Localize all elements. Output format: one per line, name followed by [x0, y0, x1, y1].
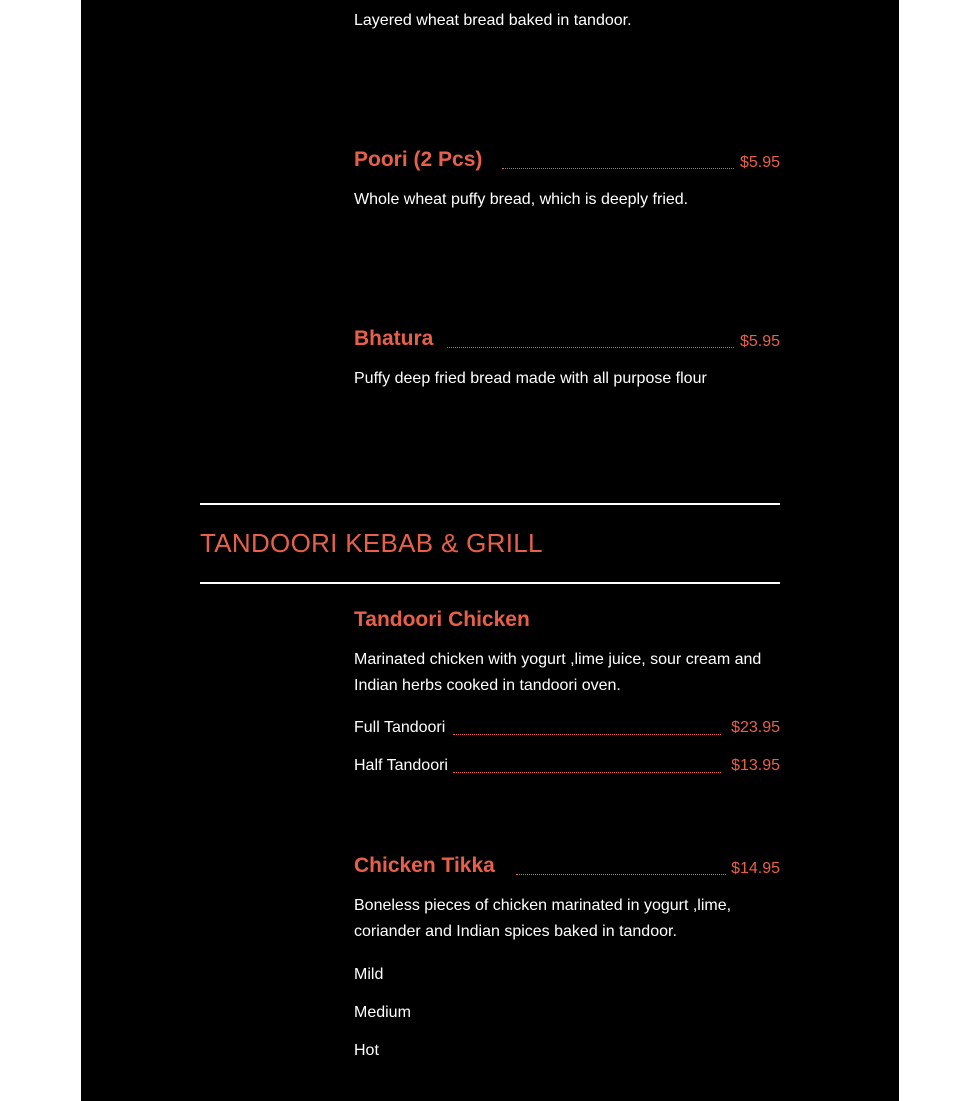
- spice-level-option[interactable]: Hot: [354, 1042, 379, 1059]
- price-leader: [447, 347, 734, 348]
- item-title: Chicken Tikka: [354, 854, 495, 877]
- item-description: Layered wheat bread baked in tandoor.: [354, 12, 632, 29]
- item-price: $5.95: [739, 333, 780, 350]
- spice-level-option[interactable]: Mild: [354, 966, 384, 983]
- section-title: TANDOORI KEBAB & GRILL: [200, 528, 543, 558]
- price-leader: [453, 772, 721, 773]
- section-divider: [200, 503, 780, 505]
- item-price: $14.95: [731, 860, 780, 877]
- option-label: Half Tandoori: [354, 757, 448, 774]
- item-description: Boneless pieces of chicken marinated in yogurt ,lime, coriander and Indian spices baked in tandoor.: [354, 897, 732, 940]
- price-leader: [453, 734, 721, 735]
- price-leader: [516, 874, 726, 875]
- option-price: $13.95: [731, 757, 780, 774]
- item-description: Marinated chicken with yogurt ,lime juice, sour cream and Indian herbs cooked in tandoori oven.: [354, 651, 762, 694]
- section-divider: [200, 582, 780, 584]
- option-label: Full Tandoori: [354, 719, 446, 736]
- item-description: Whole wheat puffy bread, which is deeply fried.: [354, 191, 689, 208]
- item-title: Poori (2 Pcs): [354, 148, 483, 171]
- option-price: $23.95: [731, 719, 780, 736]
- item-title: Bhatura: [354, 327, 434, 350]
- spice-level-option[interactable]: Medium: [354, 1004, 411, 1021]
- item-description: Puffy deep fried bread made with all purpose flour: [354, 370, 707, 387]
- item-title: Tandoori Chicken: [354, 608, 530, 631]
- item-price: $5.95: [739, 154, 780, 171]
